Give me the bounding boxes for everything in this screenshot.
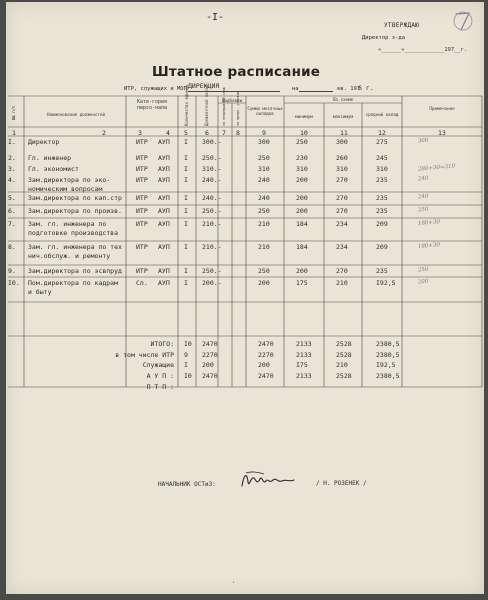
- page-dot: •: [232, 580, 236, 586]
- column-number: 9: [262, 129, 266, 137]
- scheme-maximum: 270: [336, 207, 348, 215]
- scheme-minimum: 250: [296, 138, 308, 146]
- salary: 310.-: [202, 165, 222, 173]
- position-name-continued: номическим вопросам: [28, 185, 103, 193]
- document-subtitle: ИТР, служащих и МОП: [124, 86, 187, 92]
- scheme-minimum: 310: [296, 165, 308, 173]
- salary-sum: 210: [258, 243, 270, 251]
- position-name: Гл. инженер: [28, 154, 72, 162]
- column-number: 11: [340, 129, 348, 137]
- scheme-average: I92,5: [376, 279, 396, 287]
- category-group: ИТР: [136, 207, 148, 215]
- totals-maximum: 2528: [336, 340, 352, 348]
- scheme-maximum: 234: [336, 220, 348, 228]
- position-name: Зам.директора по кап.стр: [28, 194, 122, 202]
- row-number: 2.: [8, 154, 16, 162]
- column-number: 13: [438, 129, 446, 137]
- column-number: 10: [300, 129, 308, 137]
- header-salary: Должностной оклад: [204, 85, 209, 126]
- scheme-minimum: 184: [296, 243, 308, 251]
- row-number: 9.: [8, 267, 16, 275]
- department-underline: [188, 91, 280, 92]
- signer-title: НАЧАЛЬНИК ОСТиЗ:: [158, 481, 216, 488]
- salary-sum: 240: [258, 194, 270, 202]
- signer-name: / Н. РОЗЕНЕК /: [316, 480, 367, 487]
- totals-label: Служащие: [142, 361, 174, 369]
- scheme-average: 245: [376, 154, 388, 162]
- scheme-minimum: 200: [296, 176, 308, 184]
- handwritten-remark: 240: [417, 175, 429, 183]
- quantity: I: [184, 138, 188, 146]
- quantity: I: [184, 220, 188, 228]
- totals-salary: 2470: [202, 372, 218, 380]
- totals-quantity: I: [184, 361, 188, 369]
- scheme-minimum: 200: [296, 207, 308, 215]
- handwritten-page-mark: [452, 8, 474, 34]
- salary-sum: 310: [258, 165, 270, 173]
- quantity: I: [184, 243, 188, 251]
- quantity: I: [184, 154, 188, 162]
- scheme-maximum: 310: [336, 165, 348, 173]
- category-group: ИТР: [136, 154, 148, 162]
- salary: 200.-: [202, 279, 222, 287]
- scheme-maximum: 300: [336, 138, 348, 146]
- category-group: ИТР: [136, 194, 148, 202]
- position-name: Зам.директора по эко-: [28, 176, 111, 184]
- scheme-maximum: 270: [336, 176, 348, 184]
- category-group: ИТР: [136, 243, 148, 251]
- category-type: АУП: [158, 243, 170, 251]
- scheme-maximum: 270: [336, 267, 348, 275]
- salary: 210.-: [202, 220, 222, 228]
- date-quarter: кв. 197: [337, 86, 361, 92]
- category-group: ИТР: [136, 220, 148, 228]
- header-maximum: максимум: [332, 114, 354, 119]
- department-name: ДИРЕКЦИЯ: [188, 82, 220, 90]
- handwritten-remark: 300: [417, 137, 429, 145]
- salary: 240.-: [202, 194, 222, 202]
- totals-average: 2380,5: [376, 340, 400, 348]
- date-underline: [299, 91, 333, 92]
- approval-stamp: УТВЕРЖДАЮ: [384, 22, 420, 29]
- totals-label: А У П :: [146, 372, 174, 380]
- salary-sum: 200: [258, 279, 270, 287]
- column-number: 7: [222, 129, 226, 137]
- position-name-continued: и быту: [28, 288, 52, 296]
- salary-sum: 240: [258, 176, 270, 184]
- totals-salary: 2470: [202, 340, 218, 348]
- salary: 250.-: [202, 267, 222, 275]
- row-number: I.: [8, 138, 16, 146]
- scheme-minimum: 200: [296, 194, 308, 202]
- handwritten-remark: 280+30=310: [417, 163, 456, 173]
- row-number: 7.: [8, 220, 16, 228]
- totals-salary: 2270: [202, 351, 218, 359]
- header-position-name: Наименование должностей: [47, 112, 105, 117]
- totals-sum: 2270: [258, 351, 274, 359]
- totals-average: 2380,5: [376, 372, 400, 380]
- column-number: 12: [378, 129, 386, 137]
- quantity: I: [184, 279, 188, 287]
- column-number: 6: [205, 129, 209, 137]
- position-name: Директор: [28, 138, 60, 146]
- salary-sum: 250: [258, 154, 270, 162]
- header-salary-sum: Сумма месячных окладов: [247, 106, 283, 116]
- salary-sum: 300: [258, 138, 270, 146]
- quantity: I: [184, 267, 188, 275]
- column-number: 8: [236, 129, 240, 137]
- totals-sum: 2470: [258, 372, 274, 380]
- scheme-average: 310: [376, 165, 388, 173]
- salary-sum: 210: [258, 220, 270, 228]
- director-label: Директор з-да: [362, 35, 406, 41]
- salary: 250.-: [202, 154, 222, 162]
- scheme-average: 275: [376, 138, 388, 146]
- category-group: ИТР: [136, 176, 148, 184]
- totals-average: 2380,5: [376, 351, 400, 359]
- date-prefix: на: [292, 86, 299, 92]
- column-number: 5: [184, 129, 188, 137]
- totals-quantity: 9: [184, 351, 188, 359]
- totals-label: ИТОГО:: [150, 340, 174, 348]
- handwritten-remark: 240: [417, 193, 429, 201]
- scheme-average: 235: [376, 176, 388, 184]
- category-group: ИТР: [136, 138, 148, 146]
- header-row-number: №№ п/п: [11, 105, 16, 120]
- position-name-continued: подготовке производства: [28, 229, 119, 237]
- salary: 300.-: [202, 138, 222, 146]
- position-name: Зам.директора по произв.: [28, 207, 122, 215]
- category-type: АУП: [158, 267, 170, 275]
- header-allowance-2: за вредн. условия: [236, 91, 240, 126]
- salary: 210.-: [202, 243, 222, 251]
- header-by-scheme: По схеме: [332, 97, 354, 102]
- quantity: I: [184, 165, 188, 173]
- category-type: АУП: [158, 279, 170, 287]
- row-number: 5.: [8, 194, 16, 202]
- handwritten-signature: [238, 470, 298, 492]
- salary-sum: 250: [258, 207, 270, 215]
- column-number: 4: [166, 129, 170, 137]
- totals-average: I92,5: [376, 361, 396, 369]
- totals-minimum: I75: [296, 361, 308, 369]
- category-type: АУП: [158, 207, 170, 215]
- scheme-maximum: 260: [336, 154, 348, 162]
- scheme-minimum: 175: [296, 279, 308, 287]
- salary-sum: 250: [258, 267, 270, 275]
- handwritten-remark: 180+30: [417, 242, 441, 250]
- quantity: I: [184, 194, 188, 202]
- totals-minimum: 2133: [296, 372, 312, 380]
- row-number: 4.: [8, 176, 16, 184]
- column-number: 1: [12, 129, 16, 137]
- header-category: Кате-гория персо-нала: [136, 99, 168, 111]
- row-number: 6.: [8, 207, 16, 215]
- totals-sum: 2470: [258, 340, 274, 348]
- position-name: Пом.директора по кадрам: [28, 279, 119, 287]
- scheme-minimum: 200: [296, 267, 308, 275]
- totals-quantity: I0: [184, 372, 192, 380]
- column-number: 2: [102, 129, 106, 137]
- position-name: Зам.директора по эсвпруд: [28, 267, 122, 275]
- scheme-maximum: 270: [336, 194, 348, 202]
- category-type: АУП: [158, 138, 170, 146]
- category-type: АУП: [158, 176, 170, 184]
- document-title: Штатное расписание: [152, 64, 321, 80]
- scheme-average: 209: [376, 220, 388, 228]
- handwritten-remark: 250: [417, 266, 429, 274]
- header-quantity: Количество единиц: [184, 85, 189, 126]
- header-remarks: Примечание: [429, 106, 455, 111]
- quantity: I: [184, 176, 188, 184]
- column-number: 3: [138, 129, 142, 137]
- position-name: Зам. гл. инженера по тех: [28, 243, 122, 251]
- category-group: ИТР: [136, 267, 148, 275]
- scheme-average: 235: [376, 207, 388, 215]
- scheme-minimum: 230: [296, 154, 308, 162]
- header-allowance-1: за непрерывный стаж: [222, 87, 226, 126]
- scheme-average: 235: [376, 267, 388, 275]
- position-name: Зам. гл. инженера по: [28, 220, 107, 228]
- position-name-continued: нич.обслуж. и ремонту: [28, 252, 111, 260]
- scheme-average: 209: [376, 243, 388, 251]
- totals-minimum: 2133: [296, 340, 312, 348]
- category-type: АУП: [158, 154, 170, 162]
- totals-label: в том числе ИТР: [115, 351, 174, 359]
- header-allowance: Надбавки: [221, 98, 243, 103]
- approval-date: «______»____________197__г.: [378, 47, 468, 53]
- header-minimum: минимум: [295, 114, 313, 119]
- totals-sum: 200: [258, 361, 270, 369]
- scheme-maximum: 210: [336, 279, 348, 287]
- position-name: Гл. экономист: [28, 165, 79, 173]
- scheme-average: 235: [376, 194, 388, 202]
- totals-maximum: 2528: [336, 372, 352, 380]
- category-type: АУП: [158, 165, 170, 173]
- salary: 250.-: [202, 207, 222, 215]
- totals-maximum: 2528: [336, 351, 352, 359]
- category-type: АУП: [158, 194, 170, 202]
- row-number: 3.: [8, 165, 16, 173]
- totals-label: П Т П :: [146, 383, 174, 391]
- totals-maximum: 210: [336, 361, 348, 369]
- document-page: [6, 2, 484, 594]
- totals-salary: 200: [202, 361, 214, 369]
- scheme-maximum: 234: [336, 243, 348, 251]
- handwritten-remark: 200: [417, 278, 429, 286]
- category-group: ИТР: [136, 165, 148, 173]
- handwritten-remark: 180+30: [417, 219, 441, 227]
- handwritten-remark: 250: [417, 206, 429, 214]
- totals-minimum: 2133: [296, 351, 312, 359]
- category-type: АУП: [158, 220, 170, 228]
- totals-quantity: I0: [184, 340, 192, 348]
- scheme-minimum: 184: [296, 220, 308, 228]
- salary: 240.-: [202, 176, 222, 184]
- quantity: I: [184, 207, 188, 215]
- row-number: 8.: [8, 243, 16, 251]
- category-group: Сл.: [136, 279, 148, 287]
- row-number: I0.: [8, 279, 20, 287]
- page-number: -I-: [206, 12, 225, 23]
- header-average: средний оклад: [365, 112, 399, 117]
- date-year: 6 г.: [358, 84, 374, 92]
